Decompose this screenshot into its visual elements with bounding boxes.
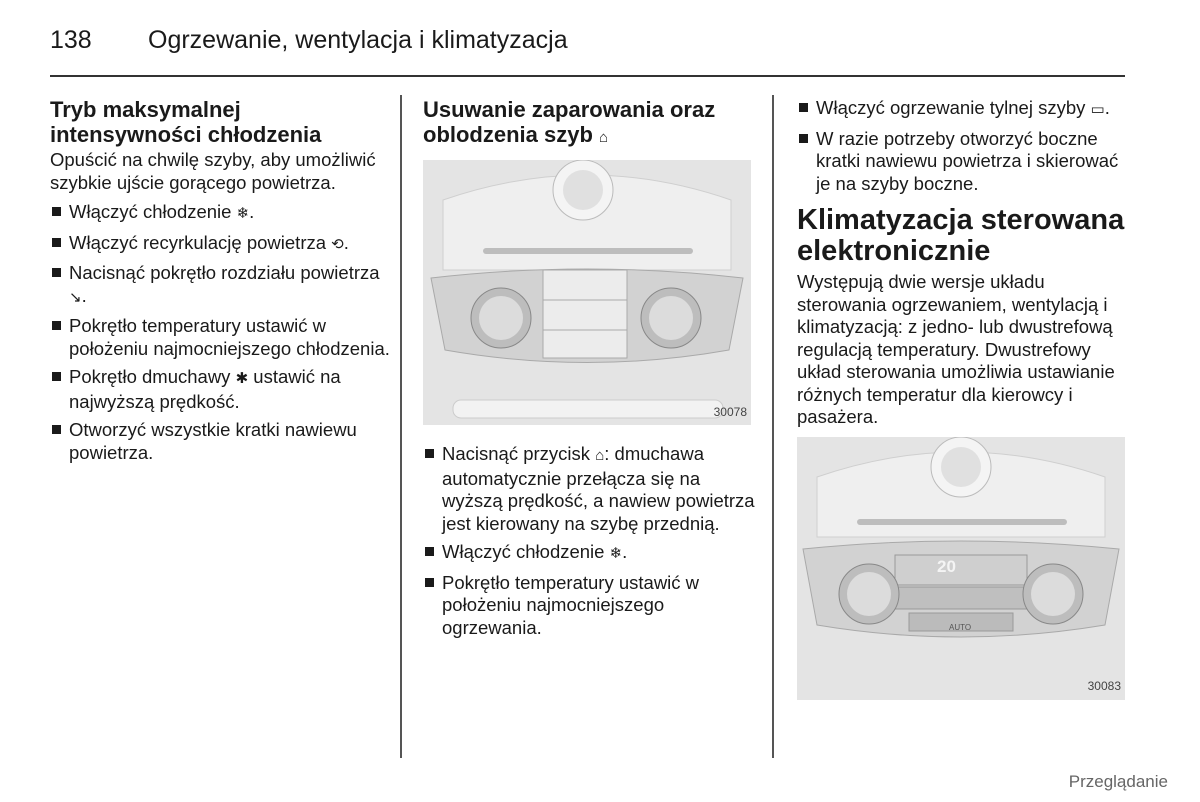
bullet-item xyxy=(50,366,390,413)
bullet-marker xyxy=(425,578,434,587)
bullet-marker xyxy=(52,207,61,216)
bullet-text-tail: ustawić na najwyższą prędkość. xyxy=(69,366,341,412)
bullet-item xyxy=(797,128,1127,196)
bullet-text: W razie potrzeby otworzyć boczne kratki nawiewu powietrza i skierować je na szyby boczne. xyxy=(816,127,1119,194)
symbol-icon: ↘ xyxy=(69,288,82,306)
bullet-marker xyxy=(52,425,61,434)
bullet-text-tail: . xyxy=(343,231,349,253)
header-divider xyxy=(50,75,1125,77)
heading-text: Usuwanie zaparowania oraz oblodzenia szyb xyxy=(423,97,716,147)
symbol-icon: ⟲ xyxy=(331,235,344,253)
bullet-list xyxy=(423,443,763,639)
bullet-item xyxy=(423,541,763,566)
bullet-text: Włączyć chłodzenie xyxy=(442,541,610,562)
figure-number: 30078 xyxy=(713,404,747,419)
defrost-icon: ⌂ xyxy=(599,129,609,146)
bullet-text-tail: . xyxy=(622,541,628,562)
bullet-item xyxy=(50,262,390,309)
bullet-text: Nacisnąć pokrętło rozdziału powietrza xyxy=(69,262,380,283)
symbol-icon: ⌂ xyxy=(595,447,605,464)
bullet-item xyxy=(50,419,390,464)
bullet-text: Włączyć ogrzewanie tylnej szyby xyxy=(816,97,1091,118)
bullet-marker xyxy=(52,321,61,330)
figure-number: 30083 xyxy=(1087,679,1121,693)
bullet-item xyxy=(50,201,390,226)
column-1 xyxy=(50,97,390,470)
bullet-marker xyxy=(799,134,808,143)
bullet-item xyxy=(50,315,390,360)
section-heading-max-cooling: Tryb maksymalnej intensywności chłodzenia xyxy=(50,97,322,147)
column-divider-1 xyxy=(400,95,402,758)
bullet-list xyxy=(797,97,1127,195)
bullet-marker xyxy=(52,372,61,381)
symbol-icon: ✱ xyxy=(235,370,249,387)
column-divider-2 xyxy=(772,95,774,758)
bullet-marker xyxy=(52,268,61,277)
bullet-marker xyxy=(799,103,808,112)
temperature-display: 20 xyxy=(937,556,956,576)
bullet-text: Pokrętło dmuchawy xyxy=(69,366,236,387)
symbol-icon: ▭ xyxy=(1090,101,1105,118)
bullet-text: Otworzyć wszystkie kratki nawiewu powietrza. xyxy=(69,419,357,463)
climate-panel-figure-2 xyxy=(797,437,1125,700)
bullet-text: Pokrętło temperatury ustawić w położeniu najmocniejszego ogrzewania. xyxy=(442,571,700,638)
bullet-list xyxy=(50,201,390,464)
bullet-item xyxy=(797,97,1127,122)
column-3 xyxy=(797,97,1127,700)
symbol-icon: ❄ xyxy=(236,205,250,222)
bullet-text: Włączyć recyrkulację powietrza xyxy=(69,231,332,253)
page-number: 138 xyxy=(50,26,92,54)
bullet-item xyxy=(50,232,390,257)
bullet-text: Pokrętło temperatury ustawić w położeniu najmocniejszego chłodzenia. xyxy=(69,315,390,359)
symbol-icon: ❄ xyxy=(609,545,623,562)
bullet-text-tail: : dmuchawa automatycznie przełącza się na wyższą prędkość, a nawiew powietrza jest kierowany na szybę przednią. xyxy=(442,443,755,534)
section-heading-electronic-ac: Klimatyzacja sterowana elektronicznie xyxy=(797,204,1125,267)
description-paragraph: Występują dwie wersje układu sterowania ogrzewaniem, wentylacją i klimatyzacją: z jedno- lub dwustrefową regulacją temperatury. Dwustrefowy układ sterowania umożliwia ustawianie różnych temperatur dla kierowcy i pasażera. xyxy=(797,271,1115,427)
section-heading-defrost xyxy=(423,97,763,150)
bullet-text-tail: . xyxy=(249,201,255,222)
bullet-text-tail: . xyxy=(1104,97,1110,118)
bullet-text: Nacisnąć przycisk xyxy=(442,443,596,464)
bullet-item xyxy=(423,572,763,640)
intro-paragraph: Opuścić na chwilę szyby, aby umożliwić szybkie ujście gorącego powietrza. xyxy=(50,149,376,193)
bullet-marker xyxy=(425,449,434,458)
bullet-item xyxy=(423,443,763,535)
bullet-text-tail: . xyxy=(81,284,87,306)
page-title: Ogrzewanie, wentylacja i klimatyzacja xyxy=(148,26,568,54)
auto-label: AUTO xyxy=(949,622,972,632)
bullet-text: Włączyć chłodzenie xyxy=(69,201,237,222)
column-2 xyxy=(423,97,763,645)
bullet-marker xyxy=(52,238,61,247)
footer-label: Przeglądanie xyxy=(1068,772,1168,791)
climate-panel-figure-1 xyxy=(423,160,751,425)
bullet-marker xyxy=(425,547,434,556)
